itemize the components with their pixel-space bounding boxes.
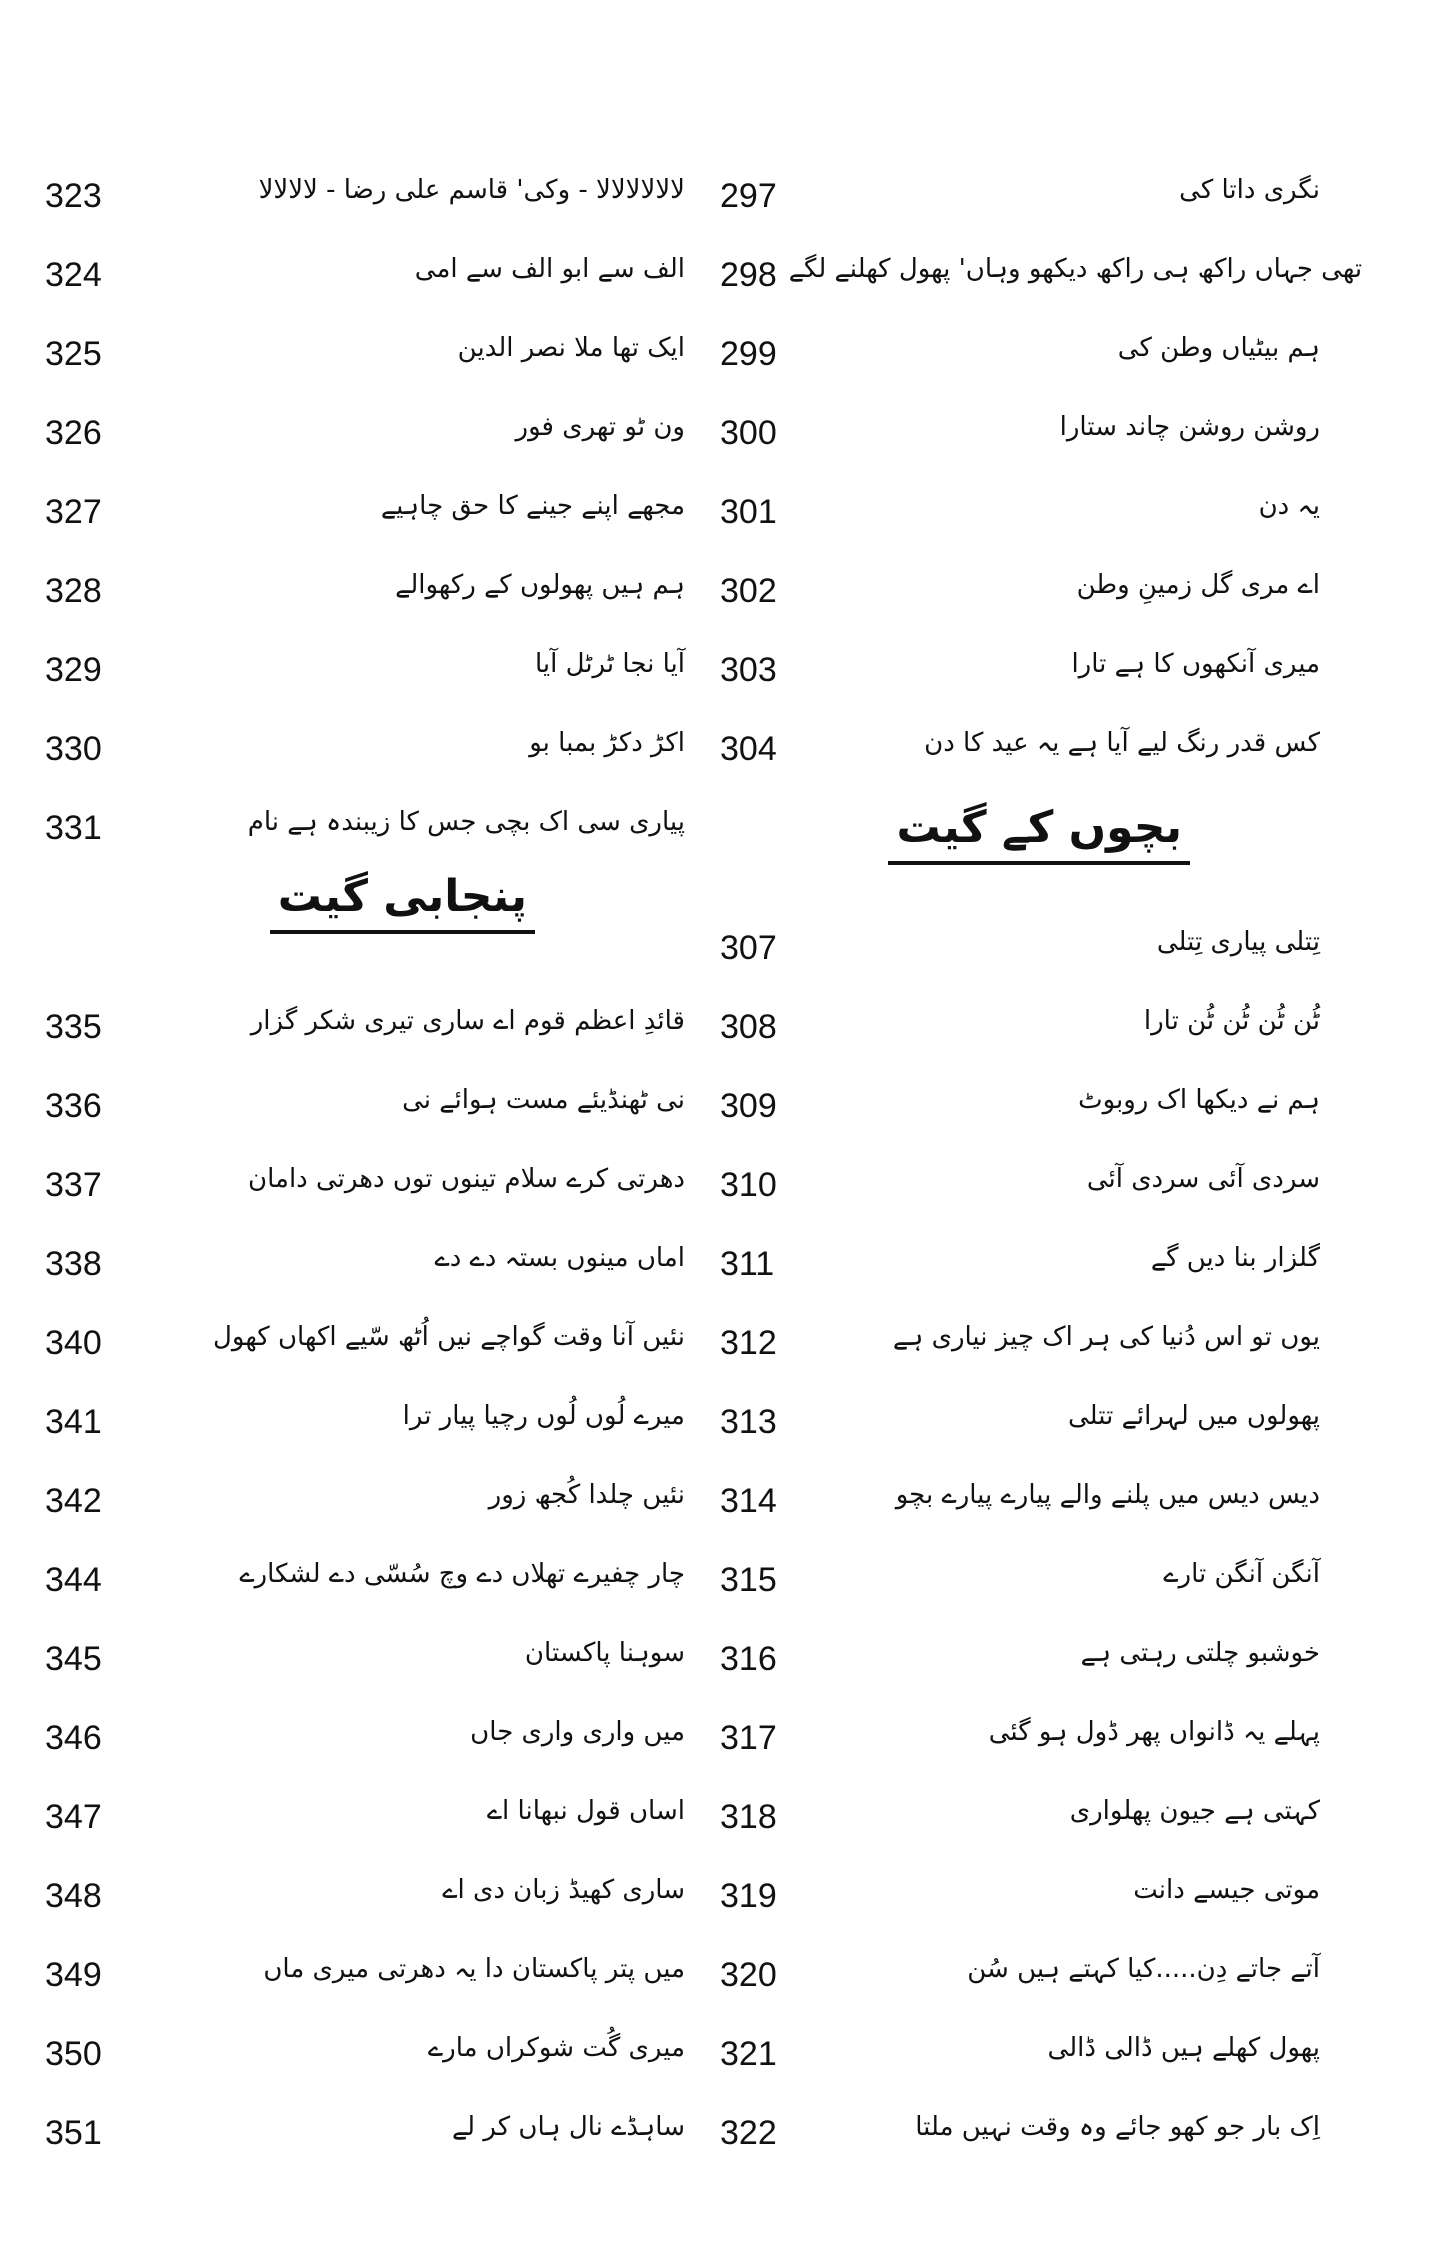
toc-entry xyxy=(45,2087,685,2166)
toc-entry xyxy=(720,1692,1320,1771)
entry-title: یوں تو اس دُنیا کی ہر اک چیز نیاری ہے xyxy=(892,1321,1320,1352)
toc-entry xyxy=(720,545,1320,624)
entry-page: 341 xyxy=(45,1403,102,1441)
entry-title: دیس دیس میں پلنے والے پیارے پیارے بچو xyxy=(895,1479,1320,1510)
entry-title: نگری داتا کی xyxy=(1179,174,1320,205)
toc-entry xyxy=(45,387,685,466)
toc-entry xyxy=(45,981,685,1060)
toc-entry xyxy=(45,1692,685,1771)
toc-entry xyxy=(45,1139,685,1218)
entry-page: 322 xyxy=(720,2114,777,2152)
entry-page: 318 xyxy=(720,1798,777,1836)
entry-title: ساری کھیڈ زبان دی اے xyxy=(442,1874,685,1905)
entry-title: اکڑ دکڑ بمبا بو xyxy=(529,727,685,758)
entry-title: میں پتر پاکستان دا یہ دھرتی میری ماں xyxy=(263,1953,685,1984)
entry-page: 344 xyxy=(45,1561,102,1599)
entry-title: قائدِ اعظم قوم اے ساری تیری شکر گزار xyxy=(250,1005,685,1036)
entry-title: آنگن آنگن تارے xyxy=(1163,1558,1320,1589)
entry-title: ون ٹو تھری فور xyxy=(515,411,685,442)
toc-entry xyxy=(45,2008,685,2087)
entry-title: میں واری واری جاں xyxy=(470,1716,685,1747)
entry-title: نئیں آنا وقت گواچے نیں اُٹھ سّیے اکھاں کھول xyxy=(213,1321,685,1352)
entry-title: ساہڈے نال ہاں کر لے xyxy=(451,2111,685,2142)
toc-entry xyxy=(45,1850,685,1929)
toc-entry xyxy=(720,902,1320,981)
entry-title: ہم ہیں پھولوں کے رکھوالے xyxy=(395,569,685,600)
toc-entry xyxy=(45,1455,685,1534)
toc-entry xyxy=(45,1613,685,1692)
toc-entry xyxy=(720,387,1320,466)
entry-page: 328 xyxy=(45,572,102,610)
entry-page: 309 xyxy=(720,1087,777,1125)
left-bottom-list xyxy=(45,981,685,2166)
entry-title: الف سے ابو الف سے امی xyxy=(414,253,685,284)
toc-entry xyxy=(720,1060,1320,1139)
toc-entry xyxy=(720,1534,1320,1613)
entry-page: 337 xyxy=(45,1166,102,1204)
section-title: پنجابی گیت xyxy=(270,871,535,934)
entry-title: ہم بیٹیاں وطن کی xyxy=(1117,332,1320,363)
entry-title: میرے لُوں لُوں رچیا پیار ترا xyxy=(402,1400,685,1431)
entry-page: 335 xyxy=(45,1008,102,1046)
entry-page: 302 xyxy=(720,572,777,610)
toc-entry xyxy=(45,624,685,703)
toc-entry xyxy=(720,1929,1320,2008)
toc-entry xyxy=(45,308,685,387)
toc-entry xyxy=(720,229,1363,308)
entry-page: 348 xyxy=(45,1877,102,1915)
entry-page: 307 xyxy=(720,929,777,967)
toc-entry xyxy=(45,1297,685,1376)
entry-title: پہلے یہ ڈانواں پھر ڈول ہو گئی xyxy=(988,1716,1320,1747)
toc-entry xyxy=(45,1218,685,1297)
entry-title: ٹُن ٹُن ٹُن ٹُن تارا xyxy=(1143,1005,1320,1036)
right-bottom-list xyxy=(720,902,1320,2166)
entry-page: 351 xyxy=(45,2114,102,2152)
toc-entry xyxy=(720,1376,1320,1455)
entry-title: تھی جہاں راکھ ہی راکھ دیکھو وہاں' پھول کھلنے لگے xyxy=(788,253,1363,284)
entry-page: 331 xyxy=(45,809,102,847)
entry-page: 324 xyxy=(45,256,102,294)
toc-entry xyxy=(720,150,1320,229)
entry-page: 326 xyxy=(45,414,102,452)
entry-page: 346 xyxy=(45,1719,102,1757)
toc-entry xyxy=(45,1534,685,1613)
entry-title: ایک تھا ملا نصر الدین xyxy=(457,332,685,363)
entry-page: 317 xyxy=(720,1719,777,1757)
entry-title: مجھے اپنے جینے کا حق چاہیے xyxy=(380,490,685,521)
entry-title: لالالالالالا - وکی' قاسم علی رضا - لالالالا xyxy=(258,174,685,205)
entry-page: 300 xyxy=(720,414,777,452)
entry-page: 303 xyxy=(720,651,777,689)
entry-page: 345 xyxy=(45,1640,102,1678)
entry-page: 327 xyxy=(45,493,102,531)
section-heading-punjabi-songs xyxy=(45,861,685,981)
right-column xyxy=(720,150,1363,2166)
toc-entry xyxy=(720,466,1320,545)
entry-title: نئیں چلدا کُجھ زور xyxy=(488,1479,685,1510)
entry-title: پھولوں میں لہرائے تتلی xyxy=(1067,1400,1320,1431)
entry-page: 320 xyxy=(720,1956,777,1994)
toc-entry xyxy=(720,2008,1320,2087)
entry-page: 297 xyxy=(720,177,777,215)
toc-entry xyxy=(720,1850,1320,1929)
toc-entry xyxy=(720,2087,1320,2166)
toc-entry xyxy=(45,229,685,308)
entry-page: 310 xyxy=(720,1166,777,1204)
entry-title: پیاری سی اک بچی جس کا زیبندہ ہے نام xyxy=(247,806,685,837)
entry-title: خوشبو چلتی رہتی ہے xyxy=(1080,1637,1320,1668)
entry-page: 336 xyxy=(45,1087,102,1125)
toc-entry xyxy=(45,545,685,624)
entry-page: 321 xyxy=(720,2035,777,2073)
left-top-list xyxy=(45,150,685,861)
entry-title: پھول کھلے ہیں ڈالی ڈالی xyxy=(1047,2032,1320,2063)
toc-entry xyxy=(45,782,685,861)
entry-page: 342 xyxy=(45,1482,102,1520)
entry-page: 316 xyxy=(720,1640,777,1678)
entry-page: 301 xyxy=(720,493,777,531)
entry-page: 308 xyxy=(720,1008,777,1046)
entry-page: 314 xyxy=(720,1482,777,1520)
entry-page: 312 xyxy=(720,1324,777,1362)
entry-page: 299 xyxy=(720,335,777,373)
entry-title: نی ٹھنڈیئے مست ہوائے نی xyxy=(402,1084,685,1115)
toc-entry xyxy=(720,308,1320,387)
entry-page: 340 xyxy=(45,1324,102,1362)
toc-entry xyxy=(45,1929,685,2008)
entry-page: 313 xyxy=(720,1403,777,1441)
toc-entry xyxy=(720,624,1320,703)
toc-entry xyxy=(720,1613,1320,1692)
entry-page: 338 xyxy=(45,1245,102,1283)
entry-title: یہ دن xyxy=(1258,490,1320,521)
toc-entry xyxy=(45,466,685,545)
entry-title: تِتلی پیاری تِتلی xyxy=(1156,926,1320,957)
entry-title: موتی جیسے دانت xyxy=(1133,1874,1320,1905)
entry-page: 349 xyxy=(45,1956,102,1994)
entry-page: 330 xyxy=(45,730,102,768)
section-heading-children-songs xyxy=(720,782,1320,902)
entry-title: اساں قول نبھانا اے xyxy=(486,1795,685,1826)
toc-entry xyxy=(45,703,685,782)
toc-entry xyxy=(45,150,685,229)
entry-title: کہتی ہے جیون پھلواری xyxy=(1069,1795,1320,1826)
entry-title: چار چفیرے تھلاں دے وچ سُسّی دے لشکارے xyxy=(239,1558,685,1589)
right-top-list xyxy=(720,150,1363,782)
entry-page: 350 xyxy=(45,2035,102,2073)
entry-title: کس قدر رنگ لیے آیا ہے یہ عید کا دن xyxy=(924,727,1320,758)
toc-entry xyxy=(720,981,1320,1060)
entry-title: دھرتی کرے سلام تینوں توں دھرتی دامان xyxy=(248,1163,685,1194)
entry-title: اماں مینوں بستہ دے دے xyxy=(434,1242,685,1273)
entry-title: اِک بار جو کھو جائے وہ وقت نہیں ملتا xyxy=(915,2111,1320,2142)
entry-title: گلزار بنا دیں گے xyxy=(1150,1242,1320,1273)
toc-entry xyxy=(720,1771,1320,1850)
toc-entry xyxy=(45,1771,685,1850)
entry-page: 304 xyxy=(720,730,777,768)
toc-entry xyxy=(720,1455,1320,1534)
toc-entry xyxy=(720,1297,1320,1376)
entry-page: 315 xyxy=(720,1561,777,1599)
entry-title: ہم نے دیکھا اک روبوٹ xyxy=(1078,1084,1320,1115)
entry-page: 311 xyxy=(720,1245,775,1283)
toc-entry xyxy=(720,703,1320,782)
entry-title: روشن روشن چاند ستارا xyxy=(1059,411,1320,442)
entry-title: آیا نجا ٹرٹل آیا xyxy=(534,648,685,679)
entry-page: 325 xyxy=(45,335,102,373)
entry-title: سوہنا پاکستان xyxy=(524,1637,685,1668)
entry-title: اے مری گل زمینِ وطن xyxy=(1076,569,1320,600)
entry-title: سردی آئی سردی آئی xyxy=(1086,1163,1320,1194)
toc-entry xyxy=(720,1139,1320,1218)
entry-page: 319 xyxy=(720,1877,777,1915)
entry-page: 347 xyxy=(45,1798,102,1836)
entry-page: 323 xyxy=(45,177,102,215)
entry-page: 329 xyxy=(45,651,102,689)
toc-entry xyxy=(45,1060,685,1139)
entry-page: 298 xyxy=(720,256,777,294)
section-title: بچوں کے گیت xyxy=(888,802,1190,865)
toc-entry xyxy=(45,1376,685,1455)
entry-title: میری گُت شوکراں مارے xyxy=(427,2032,685,2063)
entry-title: آتے جاتے دِن.....کیا کہتے ہیں سُن xyxy=(967,1953,1320,1984)
entry-title: میری آنکھوں کا ہے تارا xyxy=(1071,648,1320,679)
left-column xyxy=(45,150,685,2166)
toc-entry xyxy=(720,1218,1320,1297)
